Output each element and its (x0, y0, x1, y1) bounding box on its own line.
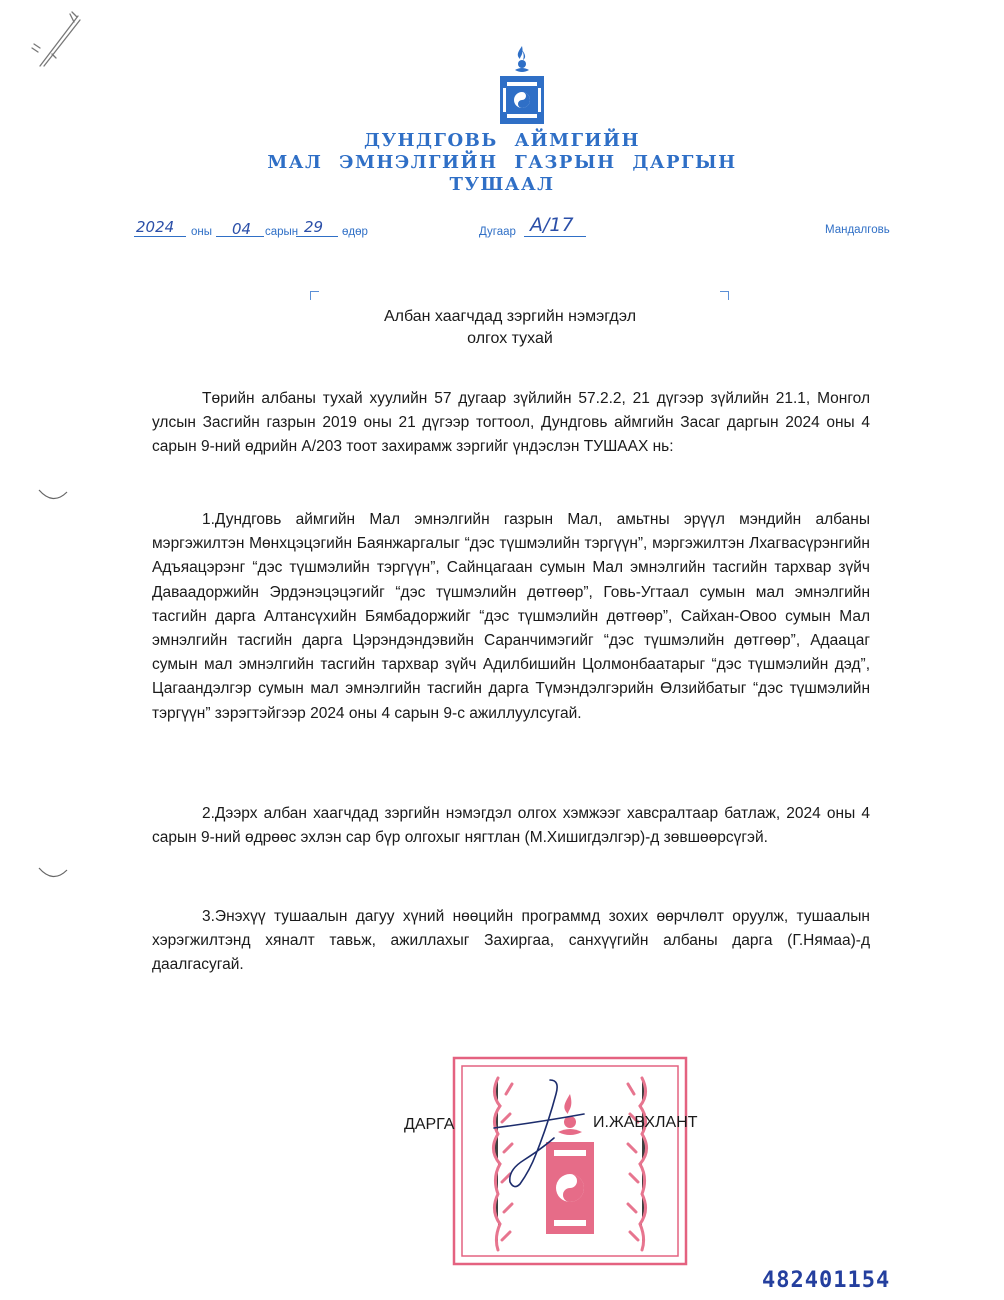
date-month-underline (216, 236, 264, 237)
document-serial-number: 482401154 (762, 1268, 891, 1293)
org-name-line2: МАЛ ЭМНЭЛГИЙН ГАЗРЫН ДАРГЫН (267, 152, 737, 173)
document-type: ТУШААЛ (449, 174, 555, 195)
subject-bracket-right (720, 291, 729, 300)
subject-line1: Албан хаагчдад зэргийн нэмэгдэл (383, 308, 637, 325)
hole-punch-mark-lower (38, 866, 68, 880)
subject-title (200, 306, 820, 350)
org-name-line1: ДУНДГОВЬ АЙМГИЙН (363, 130, 641, 151)
signer-position: ДАРГА (404, 1116, 455, 1133)
order-item-3: 3.Энэхүү тушаалын дагуу хүний нөөцийн программд зохих өөрчлөлт оруулж, тушаалын хэрэгжилтэнд хяналт тавьж, ажиллахыг Захиргаа, санхүүгийн албаны дарга (Г.Нямаа)-д даалгасугай. (152, 908, 870, 974)
subject-bracket-left (310, 291, 319, 300)
handwritten-signature (480, 1074, 600, 1194)
date-month-handwritten: 04 (232, 220, 252, 238)
order-number-underline (524, 236, 586, 237)
date-month-suffix: сарын (265, 226, 299, 238)
subject-line2: олгох тухай (467, 330, 553, 347)
preamble-paragraph: Төрийн албаны тухай хуулийн 57 дугаар зүйлийн 57.2.2, 21 дүгээр зүйлийн 21.1, Монгол улсын Засгийн газрын 2019 оны 21 дүгээр тогтоол, Дундговь аймгийн Засаг даргын 2024 оны 4 сарын 9-ний өдрийн А/203 тоот захирамж зэргийг үндэслэн ТУШААХ нь: (152, 390, 870, 456)
date-day-underline (296, 236, 338, 237)
date-day-handwritten: 29 (304, 218, 324, 236)
hole-punch-mark-upper (38, 488, 68, 502)
soyombo-emblem-icon (498, 44, 546, 126)
corner-pencil-mark (22, 8, 92, 70)
order-number-handwritten: А/17 (530, 214, 574, 236)
number-label: Дугаар (479, 226, 516, 238)
date-year-suffix: оны (191, 226, 213, 238)
signer-name: И.ЖАВХЛАНТ (593, 1114, 698, 1131)
date-year-underline (134, 236, 186, 237)
date-year-handwritten: 2024 (136, 218, 175, 236)
date-day-suffix: өдөр (342, 226, 368, 238)
place-name: Мандалговь (825, 224, 890, 236)
order-item-1: 1.Дундговь аймгийн Мал эмнэлгийн газрын Мал, амьтны эрүүл мэндийн албаны мэргэжилтэн Мөнхцэцэгийн Баянжаргалыг “дэс түшмэлийн тэргүүн”, мэргэжилтэн Лхагвасүрэнгийн Адъяацэрэнг “дэс түшмэлийн тэргүүн”, Сайнцагаан сумын Мал эмнэлгийн тасгийн тархвар зүйч Даваадоржийн Эрдэнэцэцэгийг “дэс түшмэлийн дөтгөөр”, Говь-Угтаал сумын мал эмнэлгийн тасгийн дарга Алтансүхийн Бямбадоржийг “дэс түшмэлийн дөтгөөр”, Сайхан-Овоо сумын Мал эмнэлгийн тасгийн дарга Цэрэндэндэвийн Саранчимэгийг “дэс түшмэлийн дөтгөөр”, Адаацаг сумын мал эмнэлгийн тасгийн тархвар зүйч Адилбишийн Цолмонбаатарыг “дэс түшмэлийн дэд”, Цагаандэлгэр сумын мал эмнэлгийн тасгийн дарга Түмэндэлгэрийн Өлзийбатыг “дэс түшмэлийн тэргүүн” зэрэгтэйгээр 2024 оны 4 сарын 9-с ажиллуулсугай. (152, 511, 870, 722)
order-item-2: 2.Дээрх албан хаагчдад зэргийн нэмэгдэл олгох хэмжээг хавсралтаар батлаж, 2024 оны 4 сарын 9-ний өдрөөс эхлэн сар бүр олгохыг нягтлан (М.Хишигдэлгэр)-д зөвшөөрсүгэй. (152, 805, 870, 847)
